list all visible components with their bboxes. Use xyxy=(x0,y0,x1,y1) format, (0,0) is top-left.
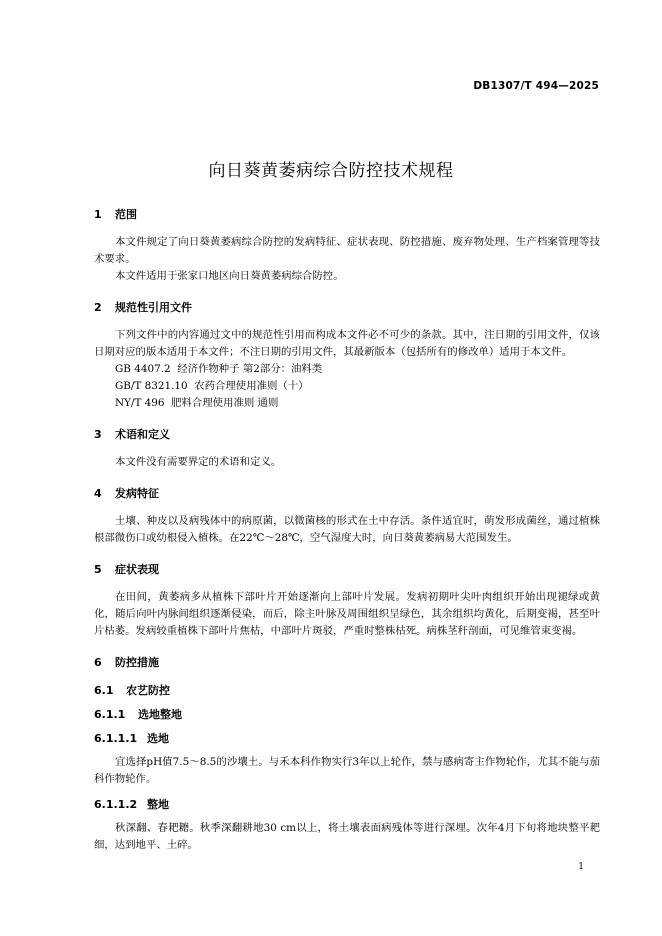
document-title: 向日葵黄萎病综合防控技术规程 xyxy=(208,161,454,181)
standard-number: DB1307/T 494—2025 xyxy=(473,80,599,92)
subsection-number: 6.1 xyxy=(94,684,114,697)
paragraph: 宜选择pH值7.5～8.5的沙壤土。与禾本科作物实行3年以上轮作，禁与感病寄主作物轮作，尤其不能与茄科作物轮作。 xyxy=(94,756,600,785)
section-number: 4 xyxy=(94,487,102,500)
reference-item: NY/T 496 肥料合理使用准则 通则 xyxy=(115,397,279,409)
subsection-heading xyxy=(94,682,600,696)
section-heading xyxy=(94,426,600,440)
reference-item: GB 4407.2 经济作物种子 第2部分：油料类 xyxy=(115,363,323,375)
section-title: 防控措施 xyxy=(115,656,159,669)
paragraph: 本文件没有需要界定的术语和定义。 xyxy=(115,456,282,468)
section-heading xyxy=(94,561,600,575)
section-number: 2 xyxy=(94,301,102,314)
paragraph: 秋深翻、春耙耱。秋季深翻耕地30 cm以上，将土壤表面病残体等进行深埋。次年4月下旬将地块整平耙细，达到地平、土碎。 xyxy=(94,822,600,851)
section-disease-characteristics xyxy=(94,485,600,547)
subsection-heading xyxy=(94,730,600,744)
subsection-heading xyxy=(94,706,600,720)
subsection-title: 选地整地 xyxy=(138,708,182,721)
subsection-number: 6.1.1 xyxy=(94,708,126,721)
page-number: 1 xyxy=(578,862,584,872)
subsection-title: 选地 xyxy=(147,732,169,745)
section-control-measures xyxy=(94,654,600,854)
section-number: 3 xyxy=(94,428,102,441)
section-title: 规范性引用文件 xyxy=(115,301,192,314)
section-number: 5 xyxy=(94,563,102,576)
section-scope xyxy=(94,206,600,285)
section-number: 1 xyxy=(94,208,102,221)
section-title: 发病特征 xyxy=(115,487,159,500)
section-heading xyxy=(94,485,600,499)
subsection-title: 农艺防控 xyxy=(126,684,170,697)
paragraph: 下列文件中的内容通过文中的规范性引用而构成本文件必不可少的条款。其中，注日期的引用文件，仅该日期对应的版本适用于本文件；不注日期的引用文件，其最新版本（包括所有的修改单）适用于本文件。 xyxy=(94,329,600,358)
reference-item: GB/T 8321.10 农药合理使用准则（十） xyxy=(115,380,309,392)
paragraph: 本文件适用于张家口地区向日葵黄萎病综合防控。 xyxy=(115,270,344,282)
subsection-heading xyxy=(94,796,600,810)
section-title: 症状表现 xyxy=(115,563,159,576)
section-title: 术语和定义 xyxy=(115,428,170,441)
section-heading xyxy=(94,206,600,220)
subsection-number: 6.1.1.1 xyxy=(94,732,138,745)
paragraph: 土壤、种皮以及病残体中的病原菌，以微菌核的形式在土中存活。条件适宜时，萌发形成菌丝，通过植株根部微伤口或幼根侵入植株。在22℃～28℃，空气湿度大时，向日葵黄萎病易大范围发生。 xyxy=(94,515,600,544)
paragraph: 在田间，黄萎病多从植株下部叶片开始逐渐向上部叶片发展。发病初期叶尖叶肉组织开始出现褪绿或黄化，随后向叶内脉间组织逐渐侵染，而后，除主叶脉及周围组织呈绿色，其余组织均黄化，后期变褐，甚至叶片枯萎。发病较重植株下部叶片焦枯，中部叶片斑驳，严重时整株枯死。病株茎秆剖面，可见维管束变褐。 xyxy=(94,591,600,637)
section-terms xyxy=(94,426,600,471)
subsection-number: 6.1.1.2 xyxy=(94,798,138,811)
paragraph: 本文件规定了向日葵黄萎病综合防控的发病特征、症状表现、防控措施、废弃物处理、生产档案管理等技术要求。 xyxy=(94,236,600,265)
section-heading xyxy=(94,299,600,313)
section-title: 范围 xyxy=(115,208,137,221)
subsection-title: 整地 xyxy=(147,798,169,811)
section-heading xyxy=(94,654,600,668)
section-number: 6 xyxy=(94,656,102,669)
section-normative-references xyxy=(94,299,600,412)
document-body xyxy=(94,206,600,854)
section-symptoms xyxy=(94,561,600,640)
